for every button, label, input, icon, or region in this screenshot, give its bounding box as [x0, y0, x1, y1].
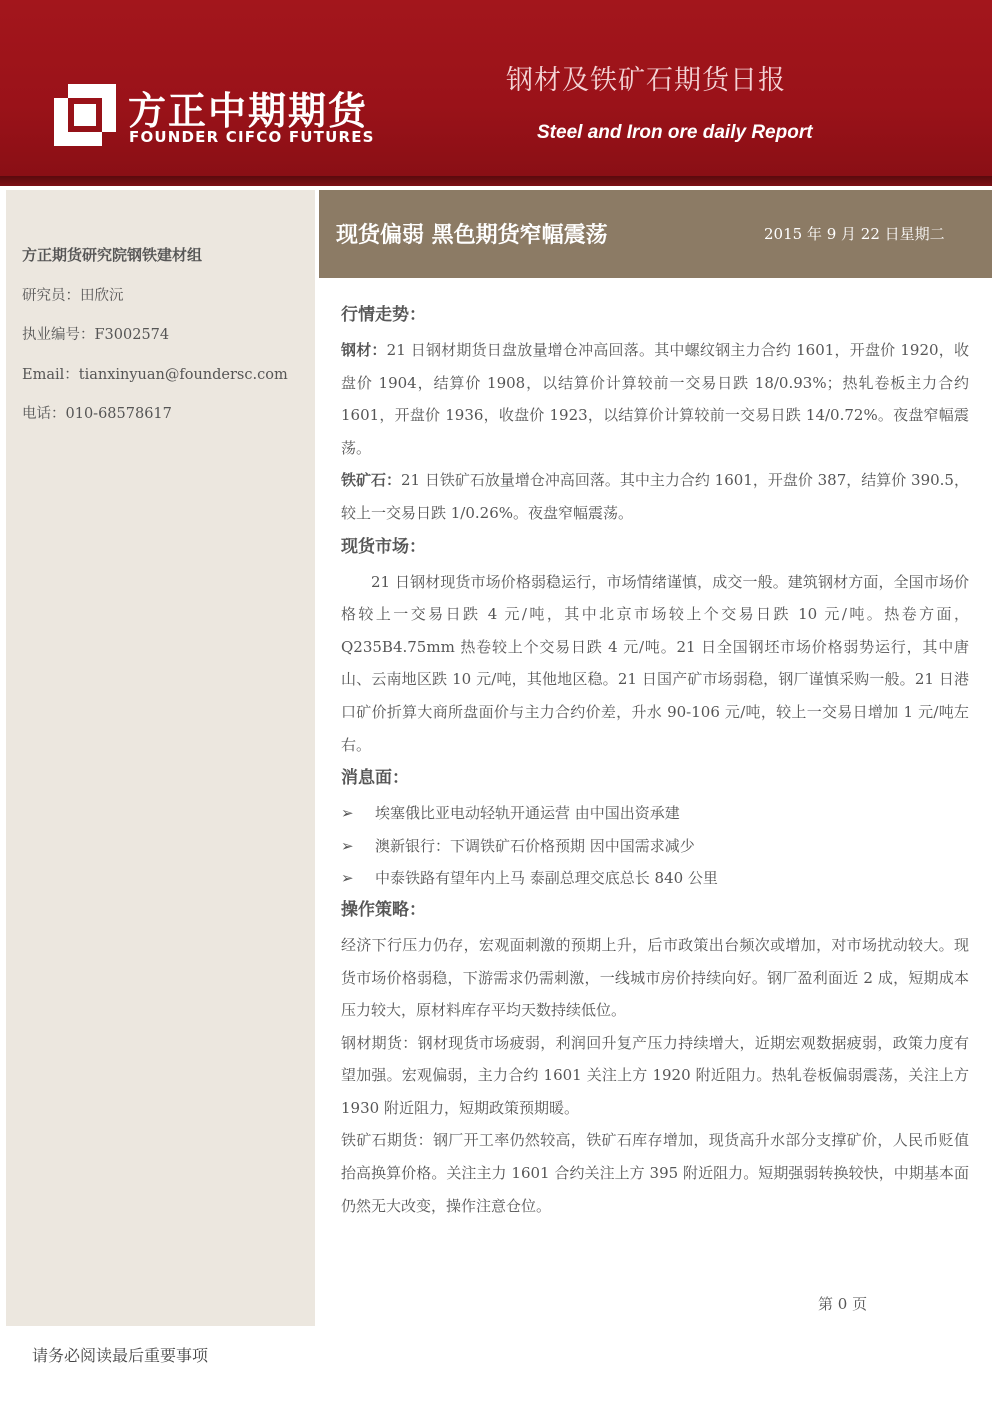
founder-logo-icon: [54, 84, 116, 146]
logo-chinese-name: 方正中期期货: [128, 89, 369, 133]
ore-label: 铁矿石：: [341, 471, 402, 490]
section-heading-strategy: 操作策略：: [341, 899, 426, 920]
strategy-steel-paragraph: 钢材期货：钢材现货市场疲弱，利润回升复产压力持续增大，近期宏观数据疲弱，政策力度有望加强。宏观偏弱，主力合约 1601 关注上方 1920 附近阻力。热轧卷板偏弱震荡，关注上方 1930 附近阻力，短期政策预期暖。: [341, 1033, 969, 1117]
news-list: [341, 797, 969, 895]
ore-market-text: 21 日铁矿石放量增仓冲高回落。其中主力合约 1601，开盘价 387，结算价 390.5，较上一交易日跌 1/0.26%。夜盘窄幅震荡。: [341, 471, 969, 522]
news-item-text: 中泰铁路有望年内上马 泰副总理交底总长 840 公里: [375, 869, 718, 888]
news-item: [341, 862, 969, 895]
section-heading-market: 行情走势：: [341, 305, 426, 325]
section-heading-spot: 现货市场：: [341, 536, 426, 557]
sidebar-license-number: 执业编号：F3002574: [22, 327, 170, 343]
steel-market-text: 21 日钢材期货日盘放量增仓冲高回落。其中螺纹钢主力合约 1601，开盘价 1920，收盘价 1904，结算价 1908，以结算价计算较前一交易日跌 18/0.93%；热轧卷板主力合约 1601，开盘价 1936，收盘价 1923，以结算价计算较前一交易日跌 14/0.72%。夜盘窄幅震荡。: [341, 341, 969, 457]
bullet-arrow-icon: ➢: [341, 804, 354, 823]
sidebar-organization: 方正期货研究院钢铁建材组: [22, 246, 203, 264]
report-title-english: Steel and Iron ore daily Report: [537, 122, 813, 143]
main-content: [341, 300, 969, 1222]
report-title-chinese: 钢材及铁矿石期货日报: [506, 65, 786, 96]
strategy-overview-paragraph: 经济下行压力仍存，宏观面刺激的预期上升，后市政策出台频次或增加，对市场扰动较大。现货市场价格弱稳，下游需求仍需刺激，一线城市房价持续向好。钢厂盈利面近 2 成，短期成本压力较大，原材料库存平均天数持续低位。: [341, 935, 969, 1020]
news-item-text: 埃塞俄比亚电动轻轨开通运营 由中国出资承建: [375, 804, 680, 823]
ore-market-paragraph: [341, 464, 969, 529]
header-divider: [0, 176, 992, 186]
strategy-ore-paragraph: 铁矿石期货：钢厂开工率仍然较高，铁矿石库存增加，现货高升水部分支撑矿价，人民币贬值抬高换算价格。关注主力 1601 合约关注上方 395 附近阻力。短期强弱转换较快，中期基本面仍然无大改变，操作注意仓位。: [341, 1131, 969, 1215]
headline-title: 现货偏弱 黑色期货窄幅震荡: [336, 223, 608, 248]
disclaimer-note: 请务必阅读最后重要事项: [32, 1346, 209, 1365]
steel-label: 钢材：: [341, 341, 387, 359]
sidebar-researcher: 研究员：田欣沅: [22, 288, 124, 304]
sidebar-panel: [6, 190, 315, 1326]
sidebar-phone: 电话：010-68578617: [22, 406, 172, 422]
spot-market-paragraph: 21 日钢材现货市场价格弱稳运行，市场情绪谨慎，成交一般。建筑钢材方面，全国市场价格较上一交易日跌 4 元/吨，其中北京市场较上个交易日跌 10 元/吨。热卷方面，Q235B4.75mm 热卷较上个交易日跌 4 元/吨。21 日全国钢坯市场价格弱势运行，其中唐山、云南地区跌 10 元/吨，其他地区稳。21 日国产矿市场弱稳，钢厂谨慎采购一般。21 日港口矿价折算大商所盘面价与主力合约价差，升水 90-106 元/吨，较上一交易日增加 1 元/吨左右。: [341, 572, 969, 754]
news-item-text: 澳新银行：下调铁矿石价格预期 因中国需求减少: [375, 836, 695, 855]
sidebar-email[interactable]: Email：tianxinyuan@foundersc.com: [22, 367, 288, 383]
news-item: [341, 797, 969, 830]
steel-market-paragraph: [341, 334, 969, 464]
bullet-arrow-icon: ➢: [341, 869, 354, 888]
page-number: 第 0 页: [818, 1295, 868, 1313]
report-date: 2015 年 9 月 22 日星期二: [764, 225, 945, 243]
bullet-arrow-icon: ➢: [341, 836, 354, 855]
section-heading-news: 消息面：: [341, 768, 409, 789]
news-item: [341, 830, 969, 863]
logo-english-name: FOUNDER CIFCO FUTURES: [129, 128, 375, 146]
